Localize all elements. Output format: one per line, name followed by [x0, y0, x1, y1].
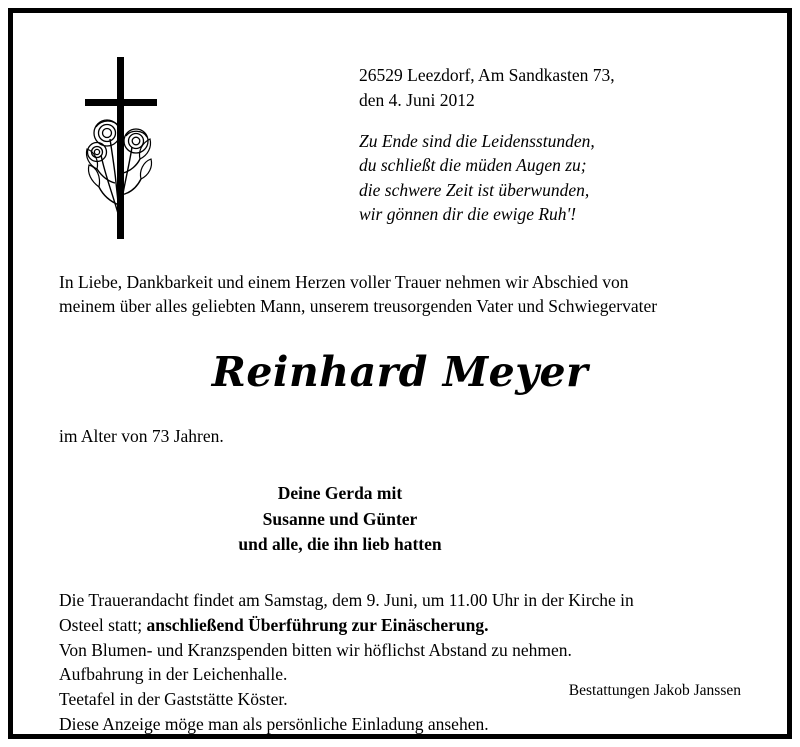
verse-line-1: Zu Ende sind die Leidensstunden, — [359, 130, 595, 151]
date-line: den 4. Juni 2012 — [359, 89, 475, 110]
family-line-3: und alle, die ihn lieb hatten — [238, 534, 442, 555]
verse-line-3: die schwere Zeit ist überwunden, — [359, 179, 590, 200]
detail-line-6: Diese Anzeige möge man als persönliche Einladung ansehen. — [59, 714, 489, 735]
detail-line-5: Teetafel in der Gaststätte Köster. — [59, 689, 288, 710]
detail-line-4: Aufbahrung in der Leichenhalle. — [59, 664, 288, 685]
place-line: 26529 Leezdorf, Am Sandkasten 73, — [359, 65, 615, 85]
funeral-home-signature: Bestattungen Jakob Janssen — [568, 682, 741, 699]
header-area — [59, 47, 741, 240]
deceased-name: Reinhard Meyer — [211, 348, 589, 397]
service-details — [59, 588, 741, 737]
address-block — [359, 63, 741, 113]
detail-line-2-bold: anschließend Überführung zur Einäscherung. — [146, 614, 489, 635]
verse-line-2: du schließt die müden Augen zu; — [359, 155, 587, 176]
page-border — [8, 8, 792, 739]
verse-line-4: wir gönnen dir die ewige Ruh'! — [359, 204, 577, 225]
address-and-verse — [359, 47, 741, 227]
intro-text — [59, 270, 741, 318]
cross-with-roses-icon — [59, 47, 359, 240]
family-block — [59, 481, 741, 558]
detail-line-2 — [59, 613, 741, 638]
intro-line-2: meinem über alles geliebten Mann, unserem treusorgenden Vater und Schwiegervater — [59, 296, 658, 317]
detail-line-3: Von Blumen- und Kranzspenden bitten wir höflichst Abstand zu nehmen. — [59, 639, 572, 660]
age-line: im Alter von 73 Jahren. — [59, 426, 224, 447]
family-line-2: Susanne und Günter — [262, 508, 418, 529]
detail-line-2-plain: Osteel statt; — [59, 614, 143, 635]
family-line-1: Deine Gerda mit — [277, 483, 403, 504]
intro-line-1: In Liebe, Dankbarkeit und einem Herzen voller Trauer nehmen wir Abschied von — [59, 272, 629, 292]
detail-line-1: Die Trauerandacht findet am Samstag, dem 9. Juni, um 11.00 Uhr in der Kirche in — [59, 589, 634, 610]
page-content — [13, 13, 787, 734]
memorial-verse — [359, 129, 741, 227]
